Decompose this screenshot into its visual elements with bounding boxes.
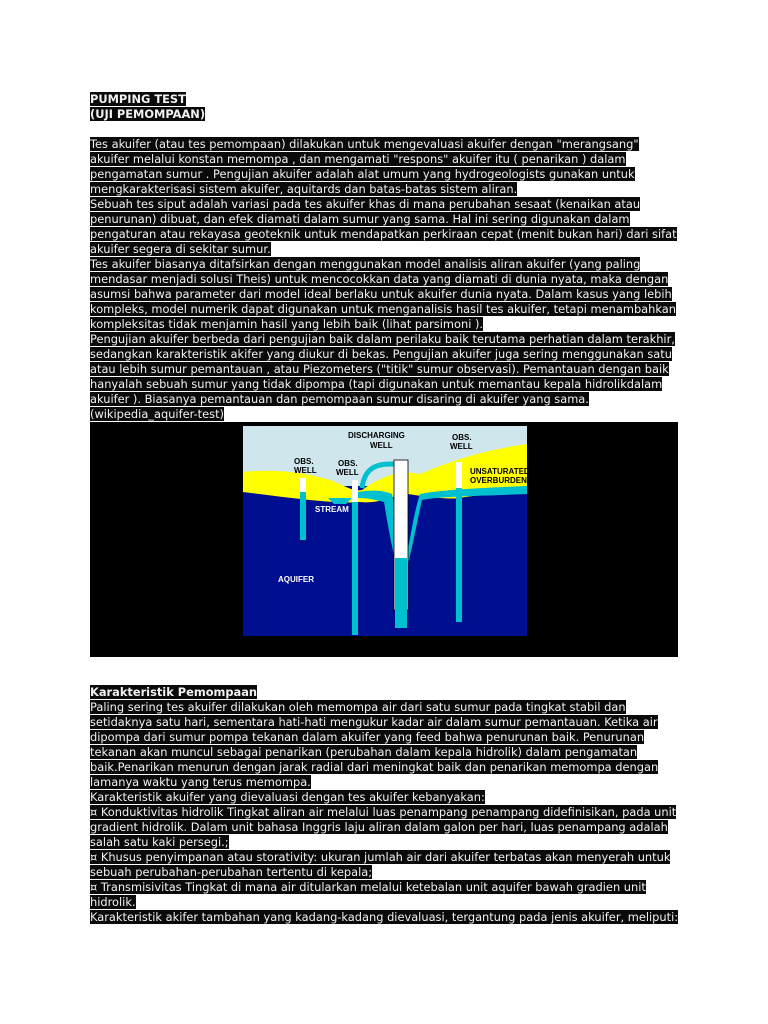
label-obs-right-well: WELL [450,442,473,451]
label-obs-left: OBS. [294,457,314,466]
intro-paragraph-3: Tes akuifer biasanya ditafsirkan dengan menggunakan model analisis aliran akuifer (yang paling mendasar menjadi solusi Theis) untuk mencocokkan data yang diamati di dunia nyata, maka dengan asumsi bahwa parameter dari model ideal berlaku untuk akuifer dunia nyata. Dalam kasus yang lebih kompleks, model numerik dapat digunakan untuk menganalisis hasil tes akuifer, tetapi menambahkan kompleksitas tidak menjamin hasil yang lebih baik (lihat parsimoni ). [90,257,676,331]
aquifer-test-diagram [90,422,678,657]
list-item-transmissivity: ¤ Transmisivitas Tingkat di mana air ditularkan melalui ketebalan unit aquifer bawah gradien unit hidrolik. [90,880,646,909]
label-unsaturated: UNSATURATED [470,467,530,476]
list-item-storativity: ¤ Khusus penyimpanan atau storativity: ukuran jumlah air dari akuifer terbatas akan menyerah untuk sebuah perubahan-perubahan tertentu di kepala; [90,850,671,879]
label-discharging: DISCHARGING [348,431,405,440]
discharging-well-screen [395,558,407,628]
source-citation: (wikipedia_aquifer-test) [90,407,224,421]
label-overburden: OVERBURDEN [470,476,527,485]
section-paragraph-2: Karakteristik akuifer yang dievaluasi dengan tes akuifer kebanyakan: [90,790,485,804]
label-obs-right: OBS. [452,433,472,442]
label-aquifer: AQUIFER [278,575,314,584]
label-stream: STREAM [315,505,349,514]
intro-paragraph-2: Sebuah tes siput adalah variasi pada tes akuifer khas di mana perubahan sesaat (kenaikan atau penurunan) dibuat, dan efek diamati dalam sumur yang sama. Hal ini sering digunakan dalam pengaturan atau rekayasa geoteknik untuk mendapatkan perkiraan cepat (menit bukan hari) dari sifat akuifer segera di sekitar sumur. [90,197,677,256]
title-line-1: PUMPING TEST [90,92,186,106]
label-discharging-well: WELL [370,441,393,450]
aquifer-region [243,486,527,636]
obs-well-left-water [300,492,306,540]
label-obs-left-well: WELL [294,466,317,475]
intro-paragraph-4: Pengujian akuifer berbeda dari pengujian baik dalam perilaku baik terutama perhatian dalam terakhir, sedangkan karakteristik akifer yang diukur di bekas. Pengujian akuifer juga sering menggunakan satu atau lebih sumur pemantauan , atau Piezometers ("titik" sumur observasi). Pemantauan dengan baik hanyalah sebuah sumur yang tidak dipompa (tapi digunakan untuk memantau kepala hidrolikdalam akuifer ). Biasanya pemantauan dan pemompaan sumur disaring di akuifer yang sama. [90,332,675,406]
aquifer-diagram-svg [90,422,678,657]
label-obs-mid-well: WELL [336,468,359,477]
section-paragraph-1: Paling sering tes akuifer dilakukan oleh memompa air dari satu sumur pada tingkat stabil dan setidaknya satu hari, sementara hati-hati mengukur kadar air dalam sumur pemantauan. Ketika air dipompa dari sumur pompa tekanan dalam akuifer yang feed bahwa penurunan baik. Penurunan tekanan akan muncul sebagai penarikan (perubahan dalam kepala hidrolik) dalam pengamatan baik.Penarikan menurun dengan jarak radial dari meningkat baik dan penarikan memompa dengan lamanya waktu yang terus memompa. [90,700,659,789]
section-heading: Karakteristik Pemompaan [90,685,258,699]
title-line-2: (UJI PEMOMPAAN) [90,107,206,121]
document-title [90,92,680,122]
obs-well-mid-water [352,502,358,635]
document-page [90,92,680,925]
label-obs-mid: OBS. [338,459,358,468]
section-paragraph-last: Karakteristik akifer tambahan yang kadang-kadang dievaluasi, tergantung pada jenis akuifer, meliputi: [90,910,679,924]
obs-well-right-water [456,488,462,622]
list-item-conductivity: ¤ Konduktivitas hidrolik Tingkat aliran air melalui luas penampang penampang didefinisikan, pada unit gradient hidrolik. Dalam unit bahasa Inggris laju aliran dalam galon per hari, luas penampang adalah salah satu kaki persegi.; [90,805,677,849]
intro-paragraph-1: Tes akuifer (atau tes pemompaan) dilakukan untuk mengevaluasi akuifer dengan "merangsang" akuifer melalui konstan memompa , dan mengamati "respons" akuifer itu ( penarikan ) dalam pengamatan sumur . Pengujian akuifer adalah alat umum yang hydrogeologists gunakan untuk mengkarakterisasi sistem akuifer, aquitards dan batas-batas sistem aliran. [90,137,639,196]
